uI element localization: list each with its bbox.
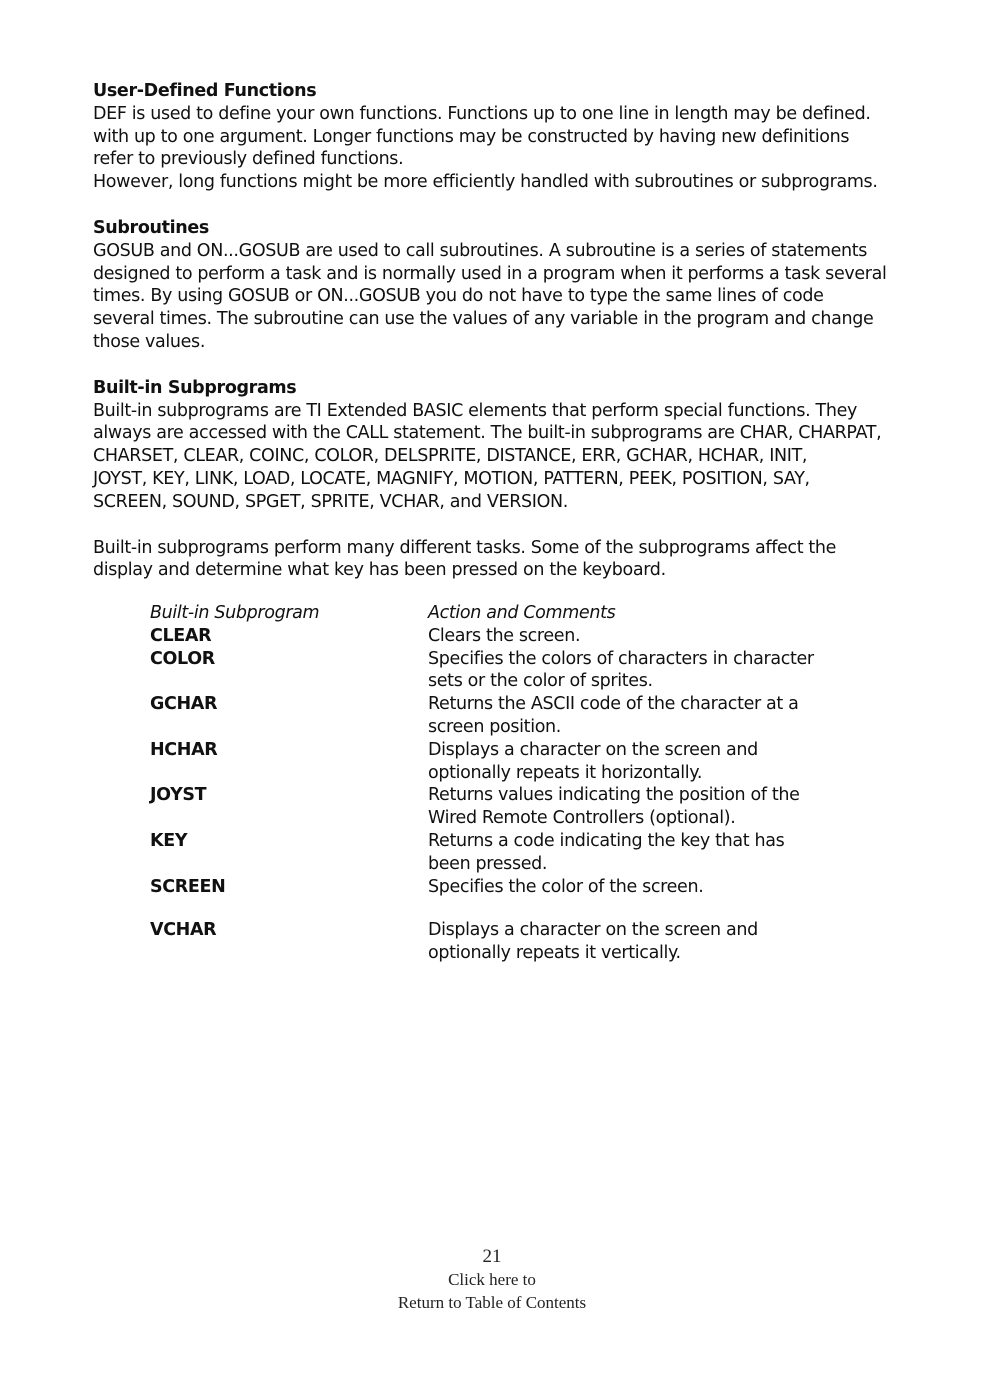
- subprogram-description: Returns the ASCII code of the character at a screen position.: [428, 694, 799, 737]
- subprogram-table: [150, 602, 850, 965]
- page-number: 21: [482, 1246, 502, 1267]
- table-row: [150, 648, 850, 694]
- subprogram-description: Returns values indicating the position of the Wired Remote Controllers (optional).: [428, 785, 800, 829]
- section-paragraph: DEF is used to define your own functions. Functions up to one line in length may be defined. with up to one argument. Longer functions may be constructed by having new definitions refer to previously defined functions. However, long functions might be more efficiently handled with subroutines or subprograms.: [93, 103, 878, 193]
- column-header-action: Action and Comments: [428, 603, 616, 623]
- table-row: [150, 693, 850, 739]
- subprogram-description: Displays a character on the screen and optionally repeats it horizontally.: [428, 739, 758, 783]
- section-heading: Subroutines: [93, 217, 209, 238]
- subprogram-name: COLOR: [150, 648, 215, 669]
- section-paragraph: Built-in subprograms are TI Extended BASIC elements that perform special functions. They always are accessed with the CALL statement. The built-in subprograms are CHAR, CHARPAT, CHARSET, CLEAR, COINC, COLOR, DELSPRITE, DISTANCE, ERR, GCHAR, HCHAR, INIT, JOYST, KEY, LINK, LOAD, LOCATE, MAGNIFY, MOTION, PATTERN, PEEK, POSITION, SAY, SCREEN, SOUND, SPGET, SPRITE, VCHAR, and VERSION.: [93, 400, 882, 512]
- subprogram-name: VCHAR: [150, 920, 217, 941]
- subprogram-description: Specifies the color of the screen.: [428, 876, 704, 897]
- section-paragraph: GOSUB and ON...GOSUB are used to call subroutines. A subroutine is a series of statements designed to perform a task and is normally used in a program when it performs a task several times. By using GOSUB or ON...GOSUB you do not have to type the same lines of code several times. The subroutine can use the values of any variable in the program and change those values.: [93, 240, 887, 352]
- subprogram-name: JOYST: [150, 785, 207, 806]
- subprogram-name: SCREEN: [150, 876, 226, 897]
- subprogram-description: Displays a character on the screen and optionally repeats it vertically.: [428, 920, 758, 964]
- subprogram-name: CLEAR: [150, 625, 212, 646]
- table-row: [150, 784, 850, 830]
- section-heading: Built-in Subprograms: [93, 377, 297, 398]
- toc-link-line1[interactable]: Click here to: [448, 1270, 536, 1289]
- subprogram-name: KEY: [150, 830, 188, 851]
- toc-link-line2[interactable]: Return to Table of Contents: [397, 1293, 587, 1312]
- subprogram-description: Returns a code indicating the key that has been pressed.: [428, 830, 785, 874]
- subprogram-name: GCHAR: [150, 694, 218, 715]
- section-built-in-subprograms: [93, 377, 893, 582]
- subprogram-name: HCHAR: [150, 739, 218, 760]
- section-subroutines: [93, 217, 893, 354]
- main-content: [93, 80, 893, 582]
- table-header-row: [150, 602, 850, 625]
- section-user-defined-functions: [93, 80, 893, 194]
- table-row: [150, 919, 850, 965]
- column-header-subprogram: Built-in Subprogram: [150, 603, 320, 623]
- subprogram-description: Clears the screen.: [428, 625, 581, 646]
- table-row: [150, 739, 850, 785]
- page-footer: [0, 1246, 984, 1314]
- subprogram-description: Specifies the colors of characters in character sets or the color of sprites.: [428, 648, 814, 692]
- table-row: [150, 830, 850, 876]
- section-paragraph-2: Built-in subprograms perform many different tasks. Some of the subprograms affect the display and determine what key has been pressed on the keyboard.: [93, 537, 837, 581]
- section-heading: User-Defined Functions: [93, 81, 317, 101]
- table-row: [150, 625, 850, 648]
- table-row: [150, 876, 850, 899]
